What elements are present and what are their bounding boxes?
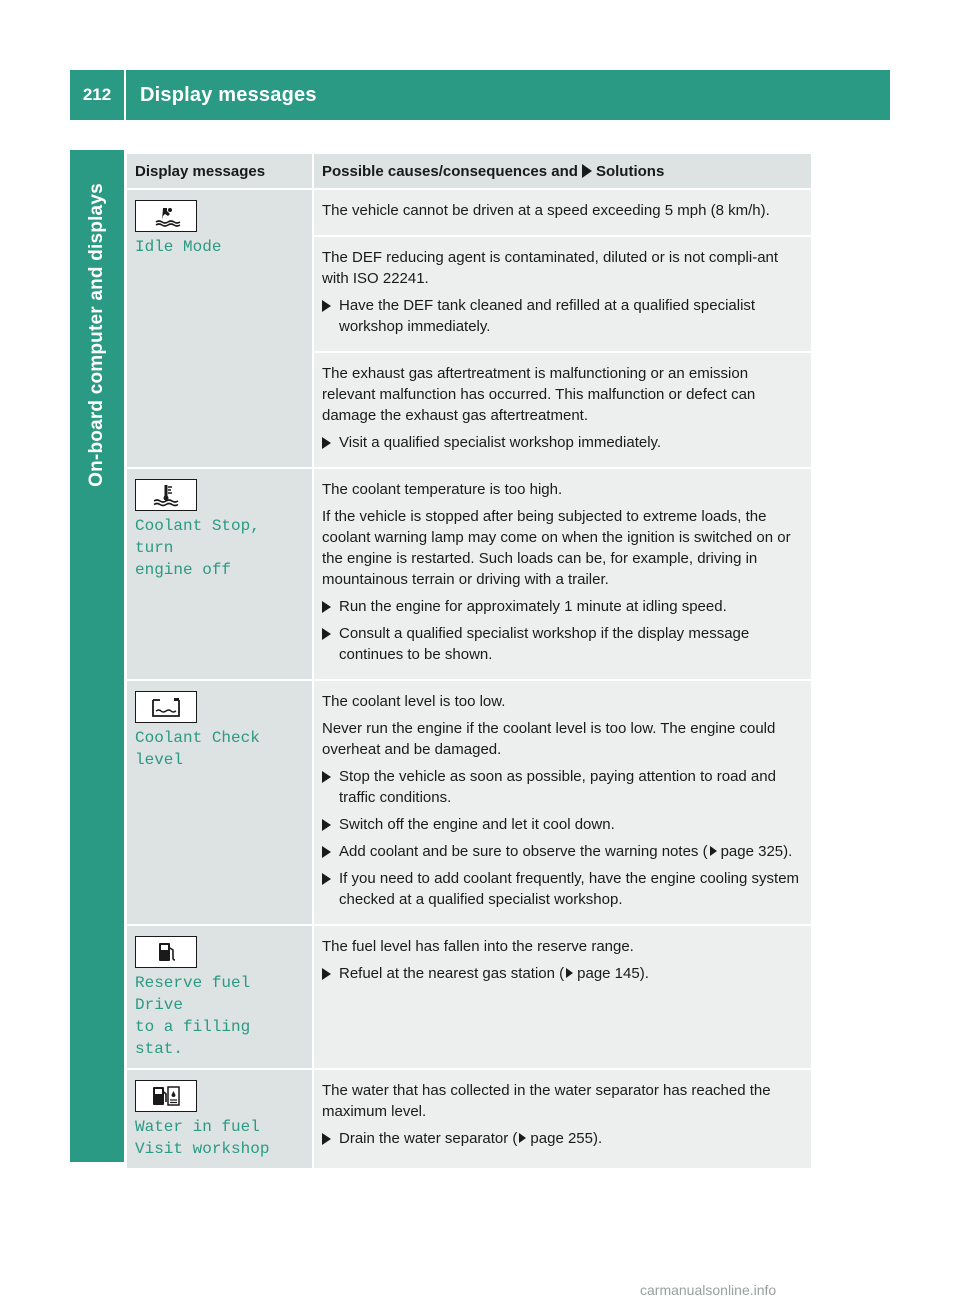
- solution-cell: [314, 926, 811, 1070]
- step-arrow-icon: [322, 300, 331, 312]
- page-number: 212: [70, 70, 126, 120]
- solution-step: If you need to add coolant frequently, have the engine cooling system checked at a qualified specialist workshop.: [322, 868, 803, 910]
- column-header-causes-solutions: Possible causes/consequences and Solutions: [314, 154, 811, 190]
- solution-cell: [314, 237, 811, 353]
- table-row: [127, 681, 811, 926]
- table-row: [127, 1070, 811, 1170]
- page-reference-icon: [519, 1133, 526, 1143]
- step-arrow-icon: [322, 771, 331, 783]
- step-arrow-icon: [322, 968, 331, 980]
- solution-step: Visit a qualified specialist workshop immediately.: [322, 432, 803, 453]
- cause-text: The coolant temperature is too high.: [322, 481, 563, 498]
- cause-text: Never run the engine if the coolant level is too low. The engine could overheat and be damaged.: [322, 720, 776, 758]
- step-arrow-icon: [322, 819, 331, 831]
- step-arrow-icon: [322, 437, 331, 449]
- display-message-cell: [127, 1070, 314, 1170]
- step-arrow-icon: [322, 1133, 331, 1145]
- table-row: [127, 190, 811, 237]
- display-message-text: Water in fuel Visit workshop: [135, 1118, 270, 1158]
- solution-step: Have the DEF tank cleaned and refilled at a qualified specialist workshop immediately.: [322, 295, 803, 337]
- solution-cell: [314, 353, 811, 469]
- table-header-row: [127, 154, 811, 190]
- column-header-display-messages: Display messages: [127, 154, 314, 190]
- solution-cell: [314, 1070, 811, 1170]
- table-row: [127, 469, 811, 681]
- cause-text: The DEF reducing agent is contaminated, diluted or is not compli-ant with ISO 22241.: [322, 249, 779, 287]
- page-reference-icon: [566, 968, 573, 978]
- cause-text: The exhaust gas aftertreatment is malfunctioning or an emission relevant malfunction has occurred. This malfunction or defect can damage the exhaust gas aftertreatment.: [322, 365, 756, 424]
- step-arrow-icon: [322, 601, 331, 613]
- coolant-level-icon: [135, 691, 197, 723]
- chapter-label: On-board computer and displays: [86, 183, 107, 487]
- page-reference-icon: [710, 846, 717, 856]
- display-message-cell: [127, 926, 314, 1070]
- coolant-temperature-icon: [135, 479, 197, 511]
- solution-step: Drain the water separator ( page 255).: [322, 1128, 803, 1149]
- page-header: [70, 70, 890, 120]
- display-message-cell: [127, 469, 314, 681]
- display-message-text: Idle Mode: [135, 238, 222, 256]
- watermark: carmanualsonline.info: [640, 1282, 777, 1298]
- display-message-cell: [127, 190, 314, 469]
- chapter-side-tab: [70, 150, 124, 1162]
- display-messages-table: [127, 154, 811, 1170]
- display-message-text: Coolant Check level: [135, 729, 270, 769]
- solution-cell: [314, 681, 811, 926]
- cause-text: The coolant level is too low.: [322, 693, 506, 710]
- cause-text: If the vehicle is stopped after being subjected to extreme loads, the coolant warning lamp may come on when the ignition is switched on or the engine is restarted. Such loads can be, for example, driving in mountainous terrain or driving with a trailer.: [322, 508, 791, 588]
- page-title: Display messages: [140, 83, 317, 106]
- solution-cell: [314, 190, 811, 237]
- display-message-text: Reserve fuel Drive to a filling stat.: [135, 974, 251, 1058]
- step-arrow-icon: [322, 873, 331, 885]
- cause-text: The fuel level has fallen into the reserve range.: [322, 938, 634, 955]
- solutions-arrow-icon: [582, 164, 592, 178]
- fuel-pump-icon: [135, 936, 197, 968]
- solution-step: Add coolant and be sure to observe the warning notes ( page 325).: [322, 841, 803, 862]
- table-row: [127, 926, 811, 1070]
- cause-text: The vehicle cannot be driven at a speed exceeding 5 mph (8 km/h).: [322, 202, 770, 219]
- step-arrow-icon: [322, 846, 331, 858]
- table-body: [127, 190, 811, 1170]
- display-message-cell: [127, 681, 314, 926]
- def-warning-icon: [135, 200, 197, 232]
- solution-cell: [314, 469, 811, 681]
- water-in-fuel-icon: [135, 1080, 197, 1112]
- cause-text: The water that has collected in the water separator has reached the maximum level.: [322, 1082, 771, 1120]
- solution-step: Switch off the engine and let it cool down.: [322, 814, 803, 835]
- step-arrow-icon: [322, 628, 331, 640]
- solution-step: Stop the vehicle as soon as possible, paying attention to road and traffic conditions.: [322, 766, 803, 808]
- display-message-text: Coolant Stop, turn engine off: [135, 517, 260, 579]
- solution-step: Consult a qualified specialist workshop if the display message continues to be shown.: [322, 623, 803, 665]
- solution-step: Refuel at the nearest gas station ( page 145).: [322, 963, 803, 984]
- solution-step: Run the engine for approximately 1 minute at idling speed.: [322, 596, 803, 617]
